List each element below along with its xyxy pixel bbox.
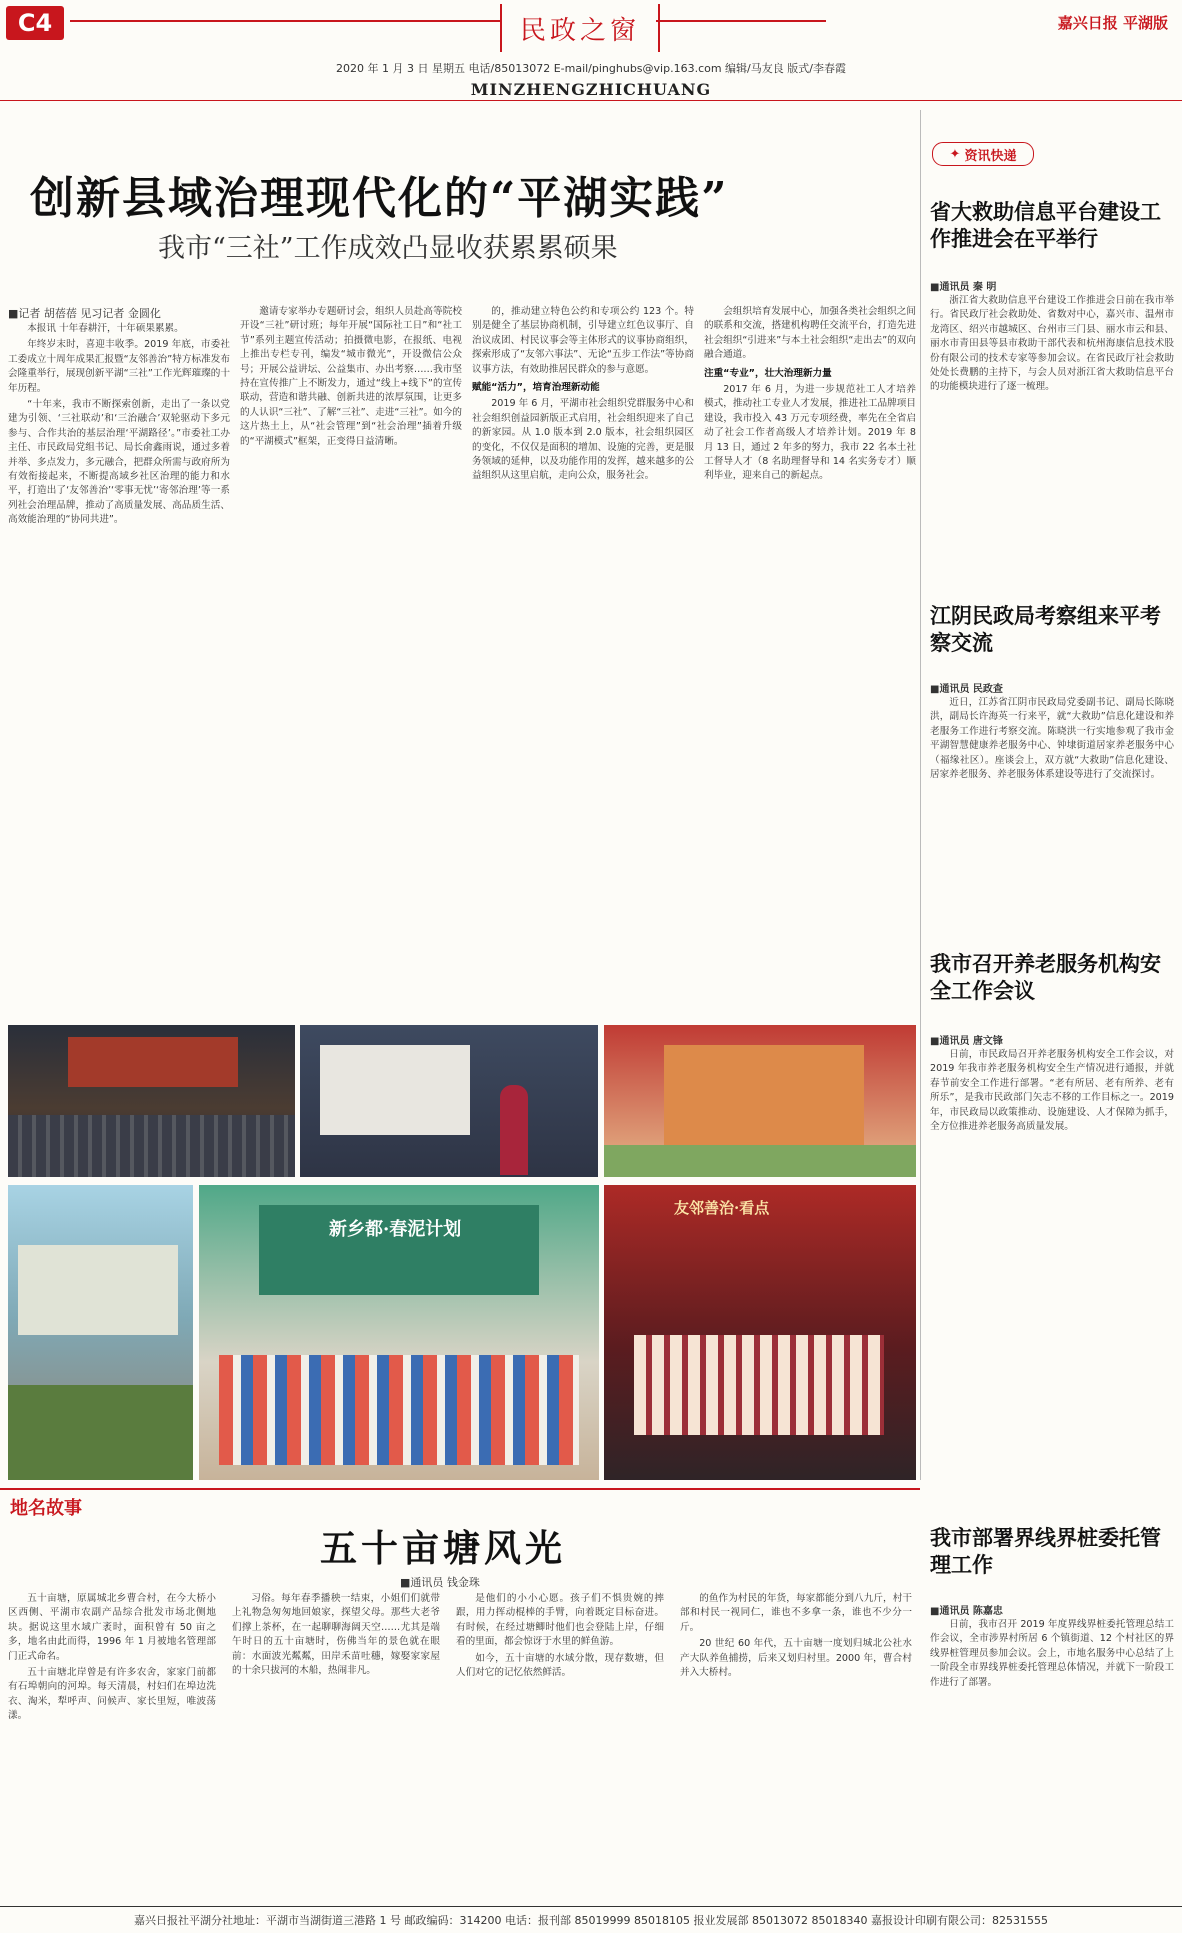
header-rule-left bbox=[70, 20, 500, 22]
side-news-body bbox=[930, 294, 1174, 576]
story-divider bbox=[0, 1488, 920, 1490]
main-column-1 bbox=[8, 322, 230, 1015]
main-headline: 创新县域治理现代化的“平湖实践” bbox=[30, 173, 729, 224]
paragraph: 2017 年 6 月，为进一步规范社工人才培养模式，推动社工专业人才发展，推进社工品牌项目建设，我市投入 43 万元专项经费，率先在全省启动了社会工作者高级人才培养计划。2019 年 8 月 13 日，通过 2 年多的努力，我市 22 名本土社工督导人才（8 名助理督导和 14 名实务专才）顺利毕业，迎来自己的新起点。 bbox=[704, 384, 916, 482]
paragraph: 是他们的小小心愿。孩子们不惧贵婉的摔跟，用力挥动棍棒的手臂，向着既定目标奋进。有时候，在经过塘鲫时他们也会登陆上岸，仔细看的里面，都会惊讶于水里的鲜鱼游。 bbox=[456, 1593, 664, 1648]
photo-meeting-hall bbox=[8, 1025, 295, 1177]
side-news-title: 我市召开养老服务机构安全工作会议 bbox=[930, 951, 1161, 1003]
paragraph: 日前，我市召开 2019 年度界线界桩委托管理总结工作会议，全市涉界村所居 6 个镇街道、12 个村社区的界线界桩管理员参加会议。会上，市地名服务中心总结了上一阶段全市界线界桩委托管理总体情况，并就下一阶段工作进行了部署。 bbox=[930, 1619, 1174, 1688]
paragraph: 五十亩塘北岸曾是有许多农舍，家家门前都有石埠朝向的河埠。每天清晨，村妇们在埠边洗衣、淘米，犁呼声、问候声、家长里短，唯波荡漾。 bbox=[8, 1667, 216, 1722]
main-byline: ■记者 胡蓓蓓 见习记者 金圆化 bbox=[8, 307, 161, 320]
photo-speaker-stage bbox=[300, 1025, 598, 1177]
issue-info: 2020 年 1 月 3 日 星期五 电话/85013072 E-mail/pinghubs@vip.163.com 编辑/马友良 版式/李春霞 bbox=[336, 62, 846, 75]
side-news-byline: ■通讯员 陈嘉忠 bbox=[930, 1606, 1003, 1617]
paragraph: 浙江省大救助信息平台建设工作推进会日前在我市举行。省民政厅社会救助处、省数对中心，嘉兴市、温州市龙湾区、绍兴市越城区、台州市三门县、丽水市云和县、丽水市青田县等县市救助干部代表和杭州海康信息技术股份有限公司的技术专家等参加会议。在省民政厅社会救助处处长费鹏的主持下，与会人员对浙江省大救助信息平台的功能模块进行了逐一梳理。 bbox=[930, 295, 1174, 393]
story-column-2 bbox=[232, 1592, 440, 1904]
photo-building bbox=[604, 1025, 916, 1177]
star-icon: ✦ bbox=[949, 146, 961, 162]
paragraph: 会组织培育发展中心，加强各类社会组织之间的联系和交流，搭建机构聘任交流平台，打造先进社会组织“引进来”与本土社会组织“走出去”的双向融合通道。 bbox=[704, 306, 916, 361]
section-title: 民政之窗 bbox=[500, 4, 660, 52]
news-flash-label: 资讯快递 bbox=[964, 148, 1017, 164]
story-column-1 bbox=[8, 1592, 216, 1904]
side-news-byline: ■通讯员 秦 明 bbox=[930, 282, 997, 293]
paragraph: 的鱼作为村民的年货，每家都能分到八九斤，村干部和村民一视同仁，谁也不多拿一条，谁也不少分一斤。 bbox=[680, 1593, 912, 1633]
side-news-byline: ■通讯员 唐文锋 bbox=[930, 1036, 1003, 1047]
place-story-title: 地名故事 bbox=[10, 1498, 82, 1519]
paragraph: 年终岁末时，喜迎丰收季。2019 年底，市委社工委成立十周年成果汇报暨“友邻善治”特方标准发布会隆重举行，展现创新平湖“三社”工作光辉璀璨的十年历程。 bbox=[8, 339, 230, 394]
paragraph: 的，推动建立特色公约和专项公约 123 个。特别是健全了基层协商机制，引导建立红色议事厅、自治议成团、村民议事会等主体形式的议事协商组织，探索形成了“友邻六事法”、无论“五步工作法”等协商议事方法，有效助推居民群众的参与意愿。 bbox=[472, 306, 694, 375]
paragraph: 本报讯 十年春耕汗，十年硕果累累。 bbox=[27, 323, 184, 334]
section-pinyin: MINZHENGZHICHUANG bbox=[470, 80, 712, 99]
paragraph: 如今，五十亩塘的水域分散，现存数塘，但人们对它的记忆依然鲜活。 bbox=[456, 1652, 664, 1679]
story-column-4 bbox=[680, 1592, 912, 1904]
side-news-title: 省大救助信息平台建设工作推进会在平举行 bbox=[930, 199, 1161, 251]
footer-info: 嘉兴日报社平湖分社地址：平湖市当湖街道三港路 1 号 邮政编码：314200 电话：报刊部 85019999 85018105 报业发展部 85013072 85018340 嘉报设计印刷有限公司：82531555 bbox=[134, 1914, 1048, 1927]
paragraph: 邀请专家举办专题研讨会，组织人员赴高等院校开设“三社”研讨班；每年开展“国际社工日”和“社工节”系列主题宣传活动；拍摄微电影，在报纸、电视上推出专栏专刊，编发“城市微光”，开设微信公众号；开展公益讲坛、公益集市、办出考察……我市坚持在宣传推广上不断发力，通过“线上+线下”的宣传联动，营造和谐共融、创新共进的浓厚氛围，让更多的人认识“三社”、了解“三社”、走进“三社”。如今的这片热土上，从“社会管理”到“社会治理”插着升级的“平湖模式”框架，正变得日益清晰。 bbox=[240, 306, 462, 447]
photo-group-children bbox=[199, 1185, 599, 1480]
main-column-3 bbox=[472, 305, 694, 1015]
page-number-badge: C4 bbox=[6, 6, 64, 40]
photo-caption: 新乡都·春泥计划 bbox=[329, 1219, 462, 1240]
main-column-2 bbox=[240, 305, 462, 1015]
photo-caption: 友邻善治·看点 bbox=[674, 1199, 770, 1217]
main-column-4 bbox=[704, 305, 916, 1015]
side-news-title: 我市部署界线界桩委托管理工作 bbox=[930, 1525, 1161, 1577]
paragraph: 近日，江苏省江阴市民政局党委副书记、副局长陈晓洪，副局长许海英一行来平，就“大救助”信息化建设和养老服务工作进行考察交流。陈晓洪一行实地参观了我市金平湖智慧健康养老服务中心、钟埭街道居家养老服务中心（福缘社区）。座谈会上，双方就“大救助”信息化建设、居家养老服务、养老服务体系建设等进行了交流探讨。 bbox=[930, 697, 1174, 781]
paragraph: 日前，市民政局召开养老服务机构安全工作会议，对 2019 年我市养老服务机构安全生产情况进行通报，并就春节前安全工作进行部署。“老有所居、老有所养、老有所乐”，是我市民政部门矢志不移的工作目标之一。2019 年，市民政局以政策推动、设施建设、人才保障为抓手，全方位推进养老服务高质量发展。 bbox=[930, 1049, 1174, 1133]
main-subhead: 我市“三社”工作成效凸显收获累累硕果 bbox=[158, 233, 618, 264]
column-divider bbox=[920, 110, 921, 1480]
paragraph: 五十亩塘，原属城北乡曹合村，在今大桥小区西侧、平湖市农副产品综合批发市场北侧地块。据说这里水域广袤时，面积曾有 50 亩之多，地名由此而得，1996 年 1 月被地名管理部门正式命名。 bbox=[8, 1593, 216, 1662]
subheading: 注重“专业”，壮大治理新力量 bbox=[704, 367, 832, 379]
side-news-title: 江阴民政局考察组来平考察交流 bbox=[930, 603, 1161, 655]
header-rule-right bbox=[656, 20, 826, 22]
header-divider bbox=[0, 100, 1182, 101]
side-news-body bbox=[930, 1048, 1174, 1488]
story-byline: ■通讯员 钱金珠 bbox=[400, 1576, 480, 1589]
story-column-3 bbox=[456, 1592, 664, 1904]
subheading: 赋能“活力”，培育治理新动能 bbox=[472, 382, 600, 394]
paragraph: 习俗。每年春季播秧一结束，小姐们们就带上礼物急匆匆地回娘家，探望父母。那些大老爷们撑上茶杯，在一起聊聊海阔天空……尤其是端午时日的五十亩塘时，伤佛当年的景色就在眼前：水面波光粼粼，田岸禾苗吐穗，嫁娶家家屋的十余只拔河的木船，热闹非凡。 bbox=[232, 1593, 440, 1677]
side-news-body bbox=[930, 1618, 1174, 1900]
news-flash-tag bbox=[932, 142, 1034, 166]
paragraph: 20 世纪 60 年代，五十亩塘一度划归城北公社水产大队养鱼捕捞，后来又划归村里。2000 年，曹合村并入大桥村。 bbox=[680, 1638, 912, 1679]
photo-performance bbox=[604, 1185, 916, 1480]
paragraph: “十年来，我市不断探索创新，走出了一条以党建为引领、‘三社联动’和‘三治融合’双轮驱动下多元参与、合作共治的基层治理‘平湖路径’。”市委社工办主任、市民政局党组书记、局长俞鑫雨说，通过多着并举、多点发力，多元融合，把群众所需与政府所为有效衔接起来，不断提高域乡社区治理的能力和水平，打造出了‘友邻善治’‘零事无忧’‘寄邻治理’等一系列社会治理品牌，推动了高质量发展、高品质生活、高效能治理的“协同共进”。 bbox=[8, 399, 230, 526]
story-headline: 五十亩塘风光 bbox=[320, 1526, 566, 1570]
photo-garden bbox=[8, 1185, 193, 1480]
footer-rule bbox=[0, 1906, 1182, 1907]
side-news-byline: ■通讯员 民政查 bbox=[930, 684, 1003, 695]
paragraph: 2019 年 6 月，平湖市社会组织党群服务中心和社会组织创益园新版正式启用，社会组织迎来了自己的新家园。从 1.0 版本到 2.0 版本，社会组织园区的变化，不仅仅是面积的增加、设施的完善，更是服务领域的延伸，以及功能作用的发挥，越来越多的公益组织从这里启航，走向公众，服务社会。 bbox=[472, 398, 694, 482]
newspaper-brand: 嘉兴日报 平湖版 bbox=[1057, 14, 1168, 32]
side-news-body bbox=[930, 696, 1174, 924]
